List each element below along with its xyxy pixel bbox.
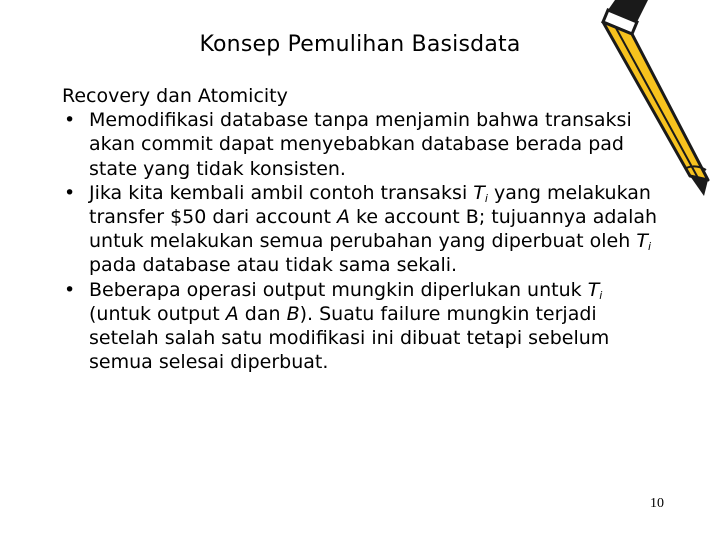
slide-subtitle: Recovery dan Atomicity [62,85,288,107]
slide-body [62,84,662,374]
slide-title: Konsep Pemulihan Basisdata [199,32,521,57]
pencil-icon [590,0,720,200]
bullet-item: • Memodifikasi database tanpa menjamin bahwa transaksi akan commit dapat menyebabkan database berada pad state yang tidak konsisten. [62,108,662,181]
bullet-item: • Jika kita kembali ambil contoh transaksi $T_i$ yang melakukan transfer $50 dari account A ke account B; tujuannya adalah untuk melakukan semua perubahan yang diperbuat oleh $T_i$ pada database atau tidak sama sekali. [62,181,662,278]
bullet-item: • Beberapa operasi output mungkin diperlukan untuk $T_i$ (untuk output A dan B). Suatu failure mungkin terjadi setelah salah satu modifikasi ini dibuat tetapi sebelum semua selesai diperbuat. [62,278,662,375]
page-number: 10 [650,496,664,511]
bullet-list [62,108,662,374]
